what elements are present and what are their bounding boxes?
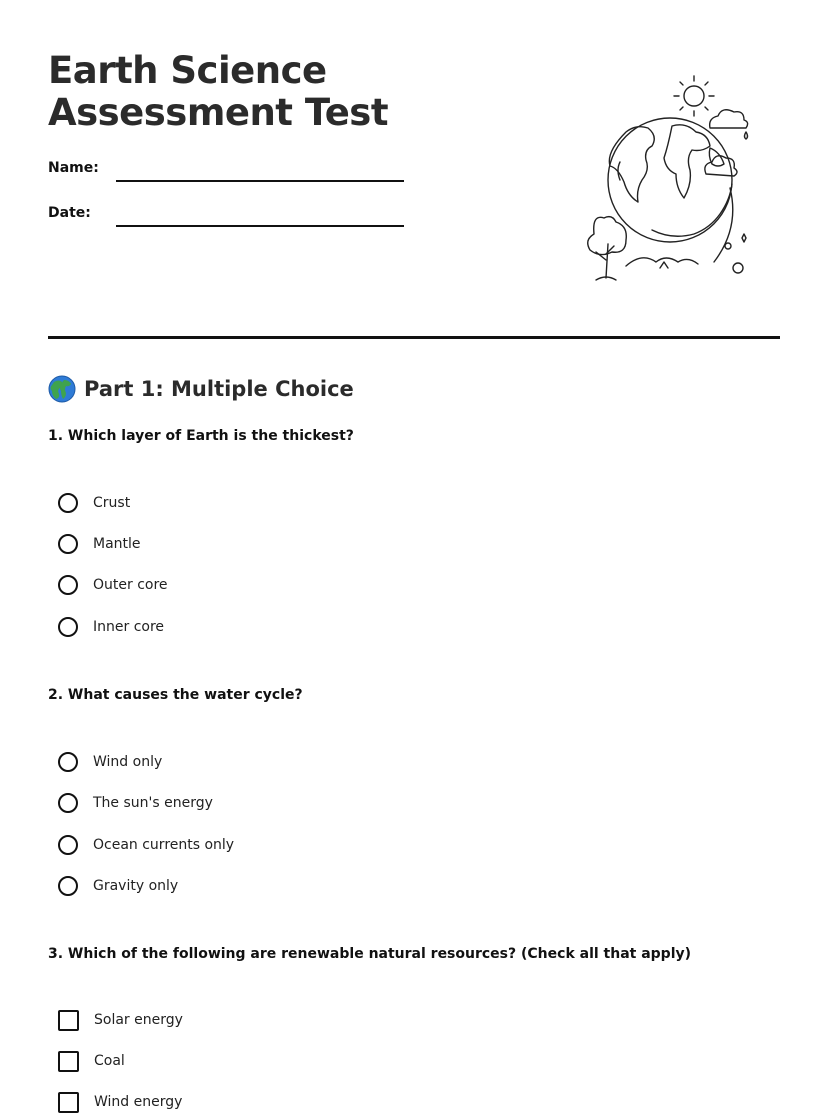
- name-field[interactable]: [48, 158, 408, 182]
- radio-button[interactable]: [58, 793, 78, 813]
- radio-button[interactable]: [58, 534, 78, 554]
- raindrop-icon: [745, 132, 748, 139]
- radio-button[interactable]: [58, 752, 78, 772]
- assessment-page: [48, 0, 780, 1118]
- q1-option-outer-core[interactable]: [58, 572, 168, 598]
- date-blank-line[interactable]: [116, 225, 404, 227]
- earth-illustration: [560, 70, 750, 282]
- checkbox[interactable]: [58, 1092, 79, 1113]
- page-title: [48, 50, 468, 134]
- radio-button[interactable]: [58, 876, 78, 896]
- option-label: Outer core: [93, 577, 168, 593]
- part1-heading: [48, 372, 354, 406]
- globe-drawing: [608, 118, 732, 242]
- radio-button[interactable]: [58, 575, 78, 595]
- option-label: Inner core: [93, 619, 165, 635]
- name-blank-line[interactable]: [116, 180, 404, 182]
- option-label: The sun's energy: [93, 795, 213, 811]
- q2-option-wind-only[interactable]: [58, 749, 162, 775]
- option-label: Ocean currents only: [93, 837, 235, 853]
- name-label: Name:: [48, 160, 99, 176]
- title-line-1: Earth Science: [48, 49, 327, 92]
- question-1-text: 1. Which layer of Earth is the thickest?: [48, 428, 354, 444]
- q2-option-gravity-only[interactable]: [58, 873, 178, 899]
- option-label: Crust: [93, 495, 131, 511]
- date-field[interactable]: [48, 203, 408, 227]
- option-label: Coal: [94, 1053, 125, 1069]
- tree-icon: [588, 217, 627, 280]
- q3-option-wind-energy[interactable]: [58, 1089, 182, 1115]
- globe-icon: [48, 375, 76, 403]
- radio-button[interactable]: [58, 617, 78, 637]
- option-label: Gravity only: [93, 878, 179, 894]
- question-3-text: 3. Which of the following are renewable natural resources? (Check all that apply): [48, 946, 692, 962]
- q1-option-mantle[interactable]: [58, 531, 141, 557]
- checkbox[interactable]: [58, 1051, 79, 1072]
- q1-option-crust[interactable]: [58, 490, 130, 516]
- q2-option-suns-energy[interactable]: [58, 790, 213, 816]
- title-line-2: Assessment Test: [48, 91, 389, 134]
- radio-button[interactable]: [58, 835, 78, 855]
- q1-option-inner-core[interactable]: [58, 614, 164, 640]
- option-label: Solar energy: [94, 1012, 183, 1028]
- question-2-text: 2. What causes the water cycle?: [48, 687, 303, 703]
- cloud-icon: [710, 110, 748, 128]
- q2-option-ocean-currents[interactable]: [58, 832, 234, 858]
- q3-option-solar-energy[interactable]: [58, 1007, 183, 1033]
- header: [48, 0, 780, 340]
- sun-icon: [674, 76, 714, 116]
- checkbox[interactable]: [58, 1010, 79, 1031]
- radio-button[interactable]: [58, 493, 78, 513]
- part1-title: Part 1: Multiple Choice: [84, 377, 354, 401]
- q3-option-coal[interactable]: [58, 1048, 125, 1074]
- option-label: Wind energy: [94, 1094, 183, 1110]
- option-label: Mantle: [93, 536, 141, 552]
- option-label: Wind only: [93, 754, 163, 770]
- date-label: Date:: [48, 205, 91, 221]
- header-divider: [48, 336, 780, 339]
